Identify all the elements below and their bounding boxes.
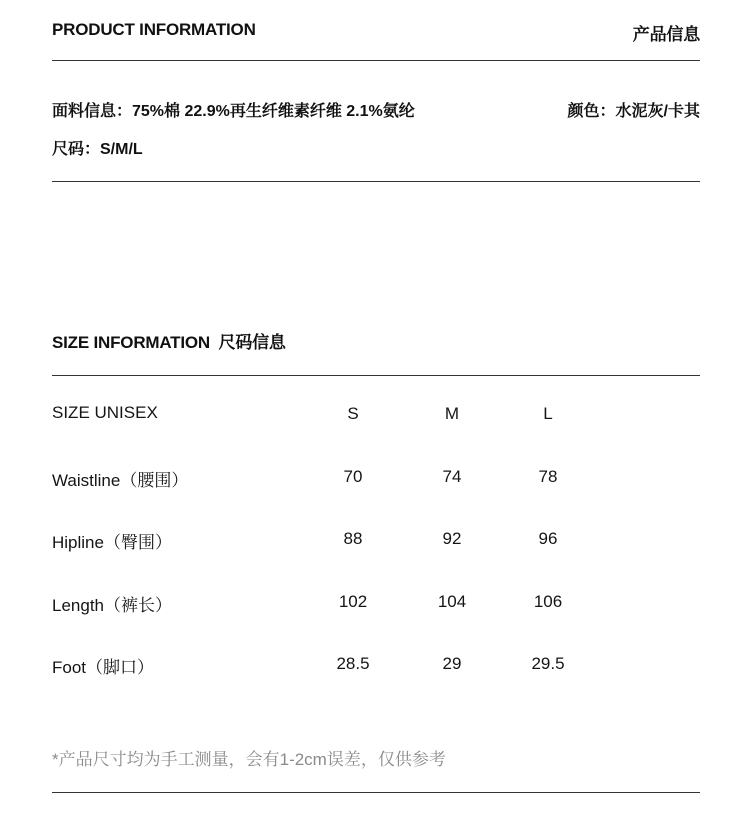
value-m: 92: [442, 529, 462, 548]
value-m: 74: [442, 467, 462, 486]
value-s: 88: [343, 529, 363, 548]
row-label: Waistline（腰围）: [52, 471, 189, 490]
product-info-heading: PRODUCT INFORMATION: [52, 20, 256, 39]
fabric-info: 面料信息：75%棉 22.9%再生纤维素纤维 2.1%氨纶: [52, 103, 415, 120]
value-m: 29: [442, 654, 462, 673]
color-info: 颜色：水泥灰/卡其: [567, 103, 700, 120]
divider: [52, 60, 700, 61]
size-info-heading-cn: 尺码信息: [218, 333, 286, 352]
value-l: 106: [533, 592, 563, 611]
size-info-heading-en: SIZE INFORMATION: [52, 333, 210, 352]
size-options: 尺码：S/M/L: [52, 141, 143, 158]
column-header-m: M: [444, 404, 460, 423]
divider: [52, 375, 700, 376]
value-l: 78: [538, 467, 558, 486]
column-header-s: S: [347, 404, 359, 423]
value-l: 29.5: [531, 654, 565, 673]
product-info-heading-cn: 产品信息: [632, 25, 700, 44]
column-header-l: L: [543, 404, 553, 423]
row-label: Foot（脚口）: [52, 658, 155, 677]
column-header-size: SIZE UNISEX: [52, 403, 158, 422]
value-l: 96: [538, 529, 558, 548]
row-label: Length（裤长）: [52, 596, 172, 615]
divider: [52, 181, 700, 182]
row-label: Hipline（臀围）: [52, 533, 172, 552]
value-s: 102: [338, 592, 368, 611]
value-s: 70: [343, 467, 363, 486]
value-s: 28.5: [336, 654, 370, 673]
size-info-heading: [52, 328, 286, 353]
measurement-note: *产品尺寸均为手工测量，会有1-2cm误差，仅供参考: [52, 750, 446, 769]
value-m: 104: [437, 592, 467, 611]
divider: [52, 792, 700, 793]
